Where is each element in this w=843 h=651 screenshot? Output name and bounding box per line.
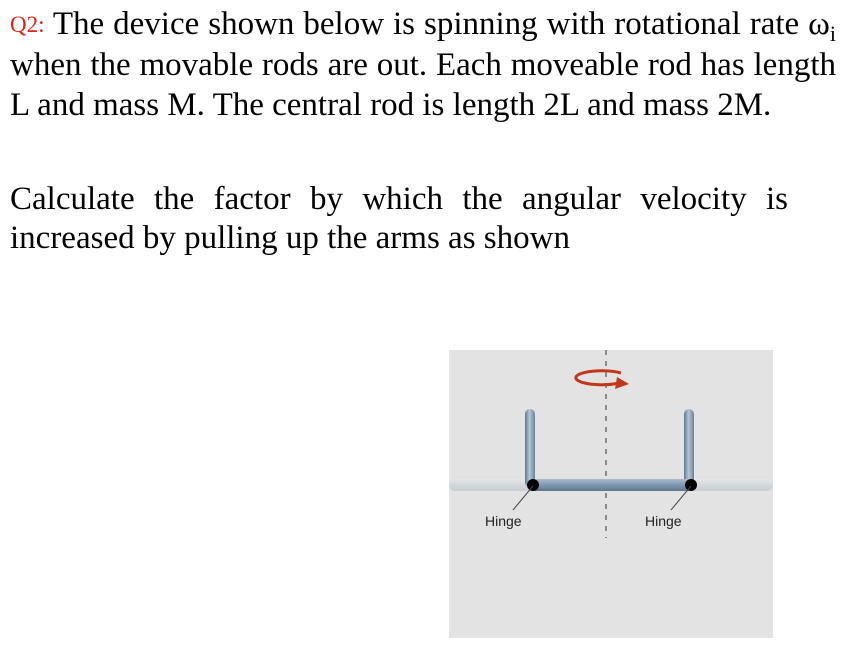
question-prompt: Calculate the factor by which the angular velocity is increased by pulling up the arms as shown [10, 181, 788, 256]
question-text [10, 4, 836, 125]
rotating-device-figure [449, 350, 773, 638]
rotation-arrow-icon [576, 371, 629, 389]
question-line1: The device shown below is spinning with rotational rate ω [44, 6, 830, 42]
device-diagram [449, 350, 773, 638]
left-hinge-label: Hinge [485, 513, 522, 529]
omega-subscript: i [829, 21, 836, 46]
right-hinge [685, 479, 697, 491]
left-movable-rod [525, 409, 535, 487]
question-label: Q2: [10, 12, 45, 37]
left-hinge [527, 479, 539, 491]
right-hinge-label: Hinge [645, 513, 682, 529]
central-rod [531, 479, 691, 491]
question-line1-rest: when the movable rods are out. Each moveable rod has length L and mass M. The central rod is length 2L and mass 2M. [10, 47, 836, 123]
right-movable-rod [684, 409, 694, 487]
